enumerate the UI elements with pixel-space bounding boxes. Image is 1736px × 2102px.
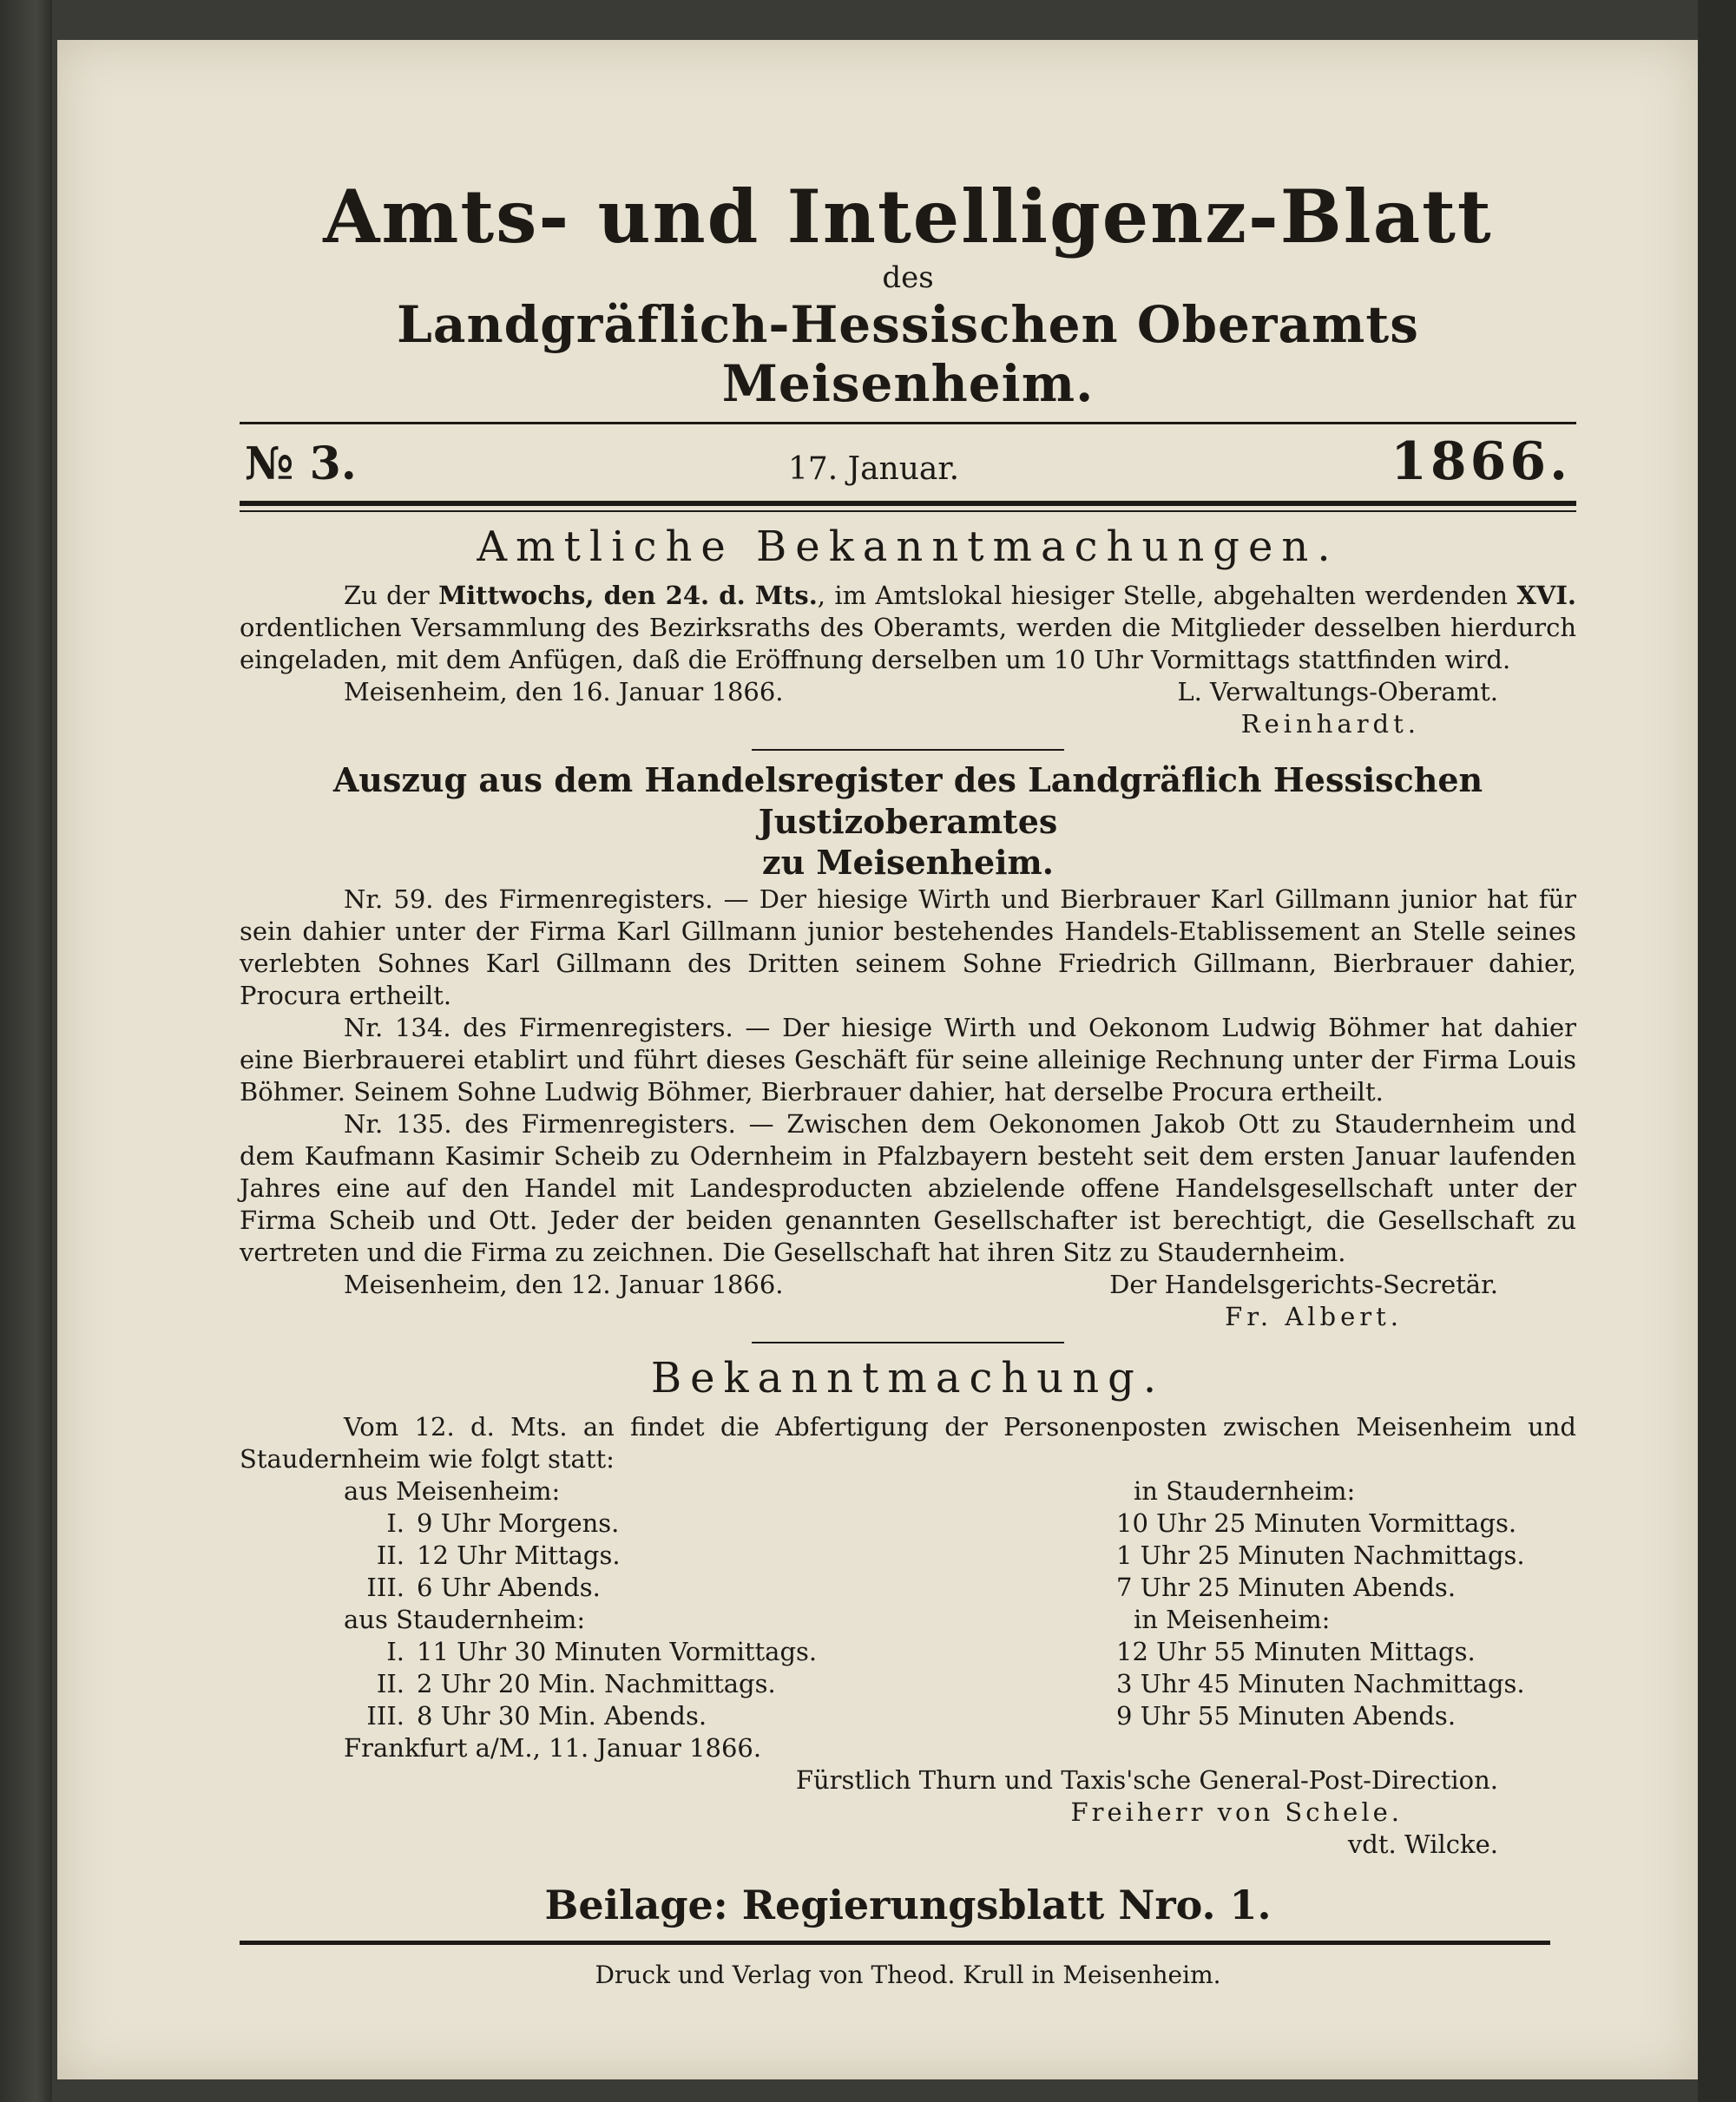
schedule-arrival: 9 Uhr 55 Minuten Abends.	[1116, 1700, 1457, 1731]
schedule-row	[240, 1508, 891, 1540]
divider-1	[752, 749, 1064, 751]
amtlich-text-post: ordentlichen Versammlung des Bezirksraths des Oberamts, werden die Mitglieder desselben hierdurch eingeladen, mit dem Anfügen, daß die Eröffnung derselben um 10 Uhr Vormittags stattfinden wird.	[240, 613, 1576, 675]
schedule-arrival: 12 Uhr 55 Minuten Mittags.	[1116, 1636, 1476, 1666]
amtlich-authority: L. Verwaltungs-Oberamt.	[1177, 677, 1498, 707]
handelsregister-signature: Fr. Albert.	[1225, 1301, 1403, 1331]
handelsregister-authority: Der Handelsgerichts-Secretär.	[1109, 1269, 1498, 1299]
amtlich-signature: Reinhardt.	[1240, 709, 1420, 739]
amtlich-session-number: XVI.	[1516, 581, 1576, 611]
schedule-head-aus-staudernheim: aus Staudernheim:	[344, 1604, 586, 1634]
schedule-row	[240, 1572, 891, 1604]
masthead	[240, 174, 1576, 414]
issue-line	[240, 428, 1576, 496]
amtlich-place-date: Meisenheim, den 16. Januar 1866.	[344, 677, 784, 707]
post-schedule-table	[240, 1475, 1576, 1732]
amtlich-text-mid: , im Amtslokal hiesiger Stelle, abgehalten werdenden	[817, 581, 1517, 611]
issue-year: 1866.	[1391, 431, 1571, 493]
schedule-arrival: 3 Uhr 45 Minuten Nachmittags.	[1116, 1668, 1525, 1698]
schedule-row	[240, 1636, 891, 1668]
book-cover-left	[0, 0, 52, 2102]
schedule-row	[240, 1540, 891, 1572]
schedule-row-num: I.	[386, 1508, 404, 1538]
page-content	[240, 127, 1576, 1989]
amtlich-signature-row	[240, 676, 1576, 708]
footer-rule	[240, 1941, 1550, 1945]
masthead-subtitle: Landgräflich-Hessischen Oberamts Meisenheim.	[397, 295, 1419, 414]
schedule-row-num: III.	[366, 1700, 404, 1731]
book-edge-right	[1698, 0, 1736, 2102]
schedule-departure: 12 Uhr Mittags.	[417, 1540, 621, 1570]
schedule-row-num: I.	[386, 1636, 404, 1666]
schedule-row-num: III.	[366, 1572, 404, 1602]
handelsregister-place-date: Meisenheim, den 12. Januar 1866.	[344, 1269, 784, 1299]
schedule-departure: 11 Uhr 30 Minuten Vormittags.	[417, 1636, 818, 1666]
schedule-head-in-meisenheim: in Meisenheim:	[1134, 1604, 1331, 1634]
schedule-row	[240, 1700, 891, 1732]
masthead-title: Amts- und Intelligenz-Blatt	[323, 174, 1493, 259]
section-heading-amtlich: Amtliche Bekanntmachungen.	[477, 522, 1339, 572]
handelsregister-entry-134: Nr. 134. des Firmenregisters. — Der hiesige Wirth und Oekonom Ludwig Böhmer hat dahier eine Bierbrauerei etablirt und führt dieses Geschäft für seine alleinige Rechnung unter der Firma Louis Böhmer. Seinem Sohne Ludwig Böhmer, Bierbrauer dahier, hat derselbe Procura ertheilt.	[240, 1012, 1576, 1107]
handelsregister-heading-line1: Auszug aus dem Handelsregister des Landgräflich Hessischen Justizoberamtes	[332, 760, 1483, 841]
bekanntmachung-authority: Fürstlich Thurn und Taxis'sche General-Post-Direction.	[795, 1764, 1498, 1795]
schedule-head-aus-meisenheim: aus Meisenheim:	[344, 1475, 561, 1506]
schedule-arrival: 1 Uhr 25 Minuten Nachmittags.	[1116, 1540, 1525, 1570]
schedule-row-num: II.	[376, 1540, 404, 1570]
newspaper-page	[57, 40, 1698, 2079]
handelsregister-entry-59: Nr. 59. des Firmenregisters. — Der hiesige Wirth und Bierbrauer Karl Gillmann junior hat für sein dahier unter der Firma Karl Gillmann junior bestehendes Handels-Etablissement an Stelle seines verlebten Sohnes Karl Gillmann des Dritten seinem Sohne Friedrich Gillmann, Bierbrauer dahier, Procura ertheilt.	[240, 883, 1576, 1010]
amtlich-paragraph	[240, 580, 1576, 676]
section-heading-handelsregister	[240, 759, 1576, 883]
section-heading-bekanntmachung: Bekanntmachung.	[650, 1353, 1166, 1402]
masthead-des: des	[882, 260, 934, 296]
schedule-arrival: 7 Uhr 25 Minuten Abends.	[1116, 1572, 1457, 1602]
bekanntmachung-intro: Vom 12. d. Mts. an findet die Abfertigung der Personenposten zwischen Meisenheim und Staudernheim wie folgt statt:	[240, 1411, 1576, 1474]
bekanntmachung-place-date: Frankfurt a/M., 11. Januar 1866.	[344, 1732, 762, 1763]
schedule-departure: 8 Uhr 30 Min. Abends.	[417, 1700, 707, 1731]
issue-number: № 3.	[245, 437, 357, 491]
amtlich-text-pre: Zu der	[344, 581, 439, 611]
beilage-note: Beilage: Regierungsblatt Nro. 1.	[544, 1881, 1272, 1928]
handelsregister-signature-row	[240, 1269, 1576, 1301]
divider-2	[752, 1342, 1064, 1343]
masthead-rule-bottom	[240, 501, 1576, 512]
schedule-head-in-staudernheim: in Staudernheim:	[1134, 1475, 1356, 1506]
masthead-rule-top	[240, 422, 1576, 424]
schedule-arrival: 10 Uhr 25 Minuten Vormittags.	[1116, 1508, 1517, 1538]
schedule-departure: 2 Uhr 20 Min. Nachmittags.	[417, 1668, 776, 1698]
amtlich-date-bold: Mittwochs, den 24. d. Mts.	[438, 581, 818, 611]
issue-date: 17. Januar.	[787, 451, 960, 488]
schedule-departure: 6 Uhr Abends.	[417, 1572, 601, 1602]
schedule-departure: 9 Uhr Morgens.	[417, 1508, 620, 1538]
handelsregister-heading-line2: zu Meisenheim.	[762, 843, 1054, 883]
bekanntmachung-vdt: vdt. Wilcke.	[1347, 1829, 1498, 1859]
schedule-row-num: II.	[376, 1668, 404, 1698]
bekanntmachung-signature: Freiherr von Schele.	[1070, 1797, 1403, 1827]
handelsregister-entry-135: Nr. 135. des Firmenregisters. — Zwischen dem Oekonomen Jakob Ott zu Staudernheim und dem Kaufmann Kasimir Scheib zu Odernheim in Pfalzbayern besteht seit dem ersten Januar laufenden Jahres eine auf den Handel mit Landesproducten abzielende offene Handelsgesellschaft unter der Firma Scheib und Ott. Jeder der beiden genannten Gesellschafter ist berechtigt, die Gesellschaft zu vertreten und die Firma zu zeichnen. Die Gesellschaft hat ihren Sitz zu Staudernheim.	[240, 1108, 1576, 1267]
printer-imprint: Druck und Verlag von Theod. Krull in Meisenheim.	[595, 1960, 1221, 1989]
schedule-row	[240, 1668, 891, 1700]
